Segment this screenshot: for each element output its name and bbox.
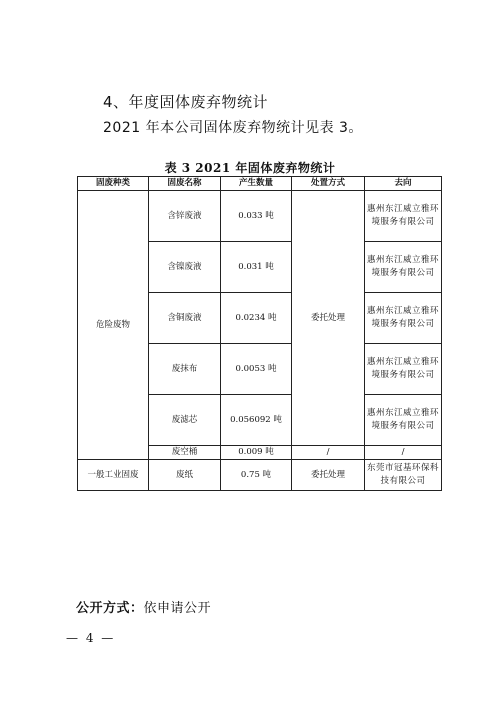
table-header-row <box>78 177 442 191</box>
header-disposal: 处置方式 <box>292 177 365 191</box>
amount-cell: 0.75 吨 <box>221 460 292 491</box>
amount-cell: 0.031 吨 <box>221 242 292 293</box>
destination-cell: 东莞市冠基环保科技有限公司 <box>365 460 442 491</box>
general-category-cell: 一般工业固废 <box>78 460 149 491</box>
page-number: — 4 — <box>66 631 116 645</box>
waste-name-cell: 废抹布 <box>149 344 221 395</box>
amount-cell: 0.056092 吨 <box>221 395 292 446</box>
intro-paragraph: 2021 年本公司固体废弃物统计见表 3。 <box>103 120 363 136</box>
header-destination: 去向 <box>365 177 442 191</box>
amount-cell: 0.0053 吨 <box>221 344 292 395</box>
section-heading: 4、年度固体废弃物统计 <box>103 93 269 111</box>
disclosure-value: 依申请公开 <box>143 601 212 616</box>
waste-statistics-table <box>77 176 442 491</box>
header-category: 固废种类 <box>78 177 149 191</box>
destination-cell: 惠州东江威立雅环境服务有限公司 <box>365 395 442 446</box>
waste-name-cell: 废滤芯 <box>149 395 221 446</box>
waste-name-cell: 废纸 <box>149 460 221 491</box>
amount-cell: 0.009 吨 <box>221 446 292 460</box>
table-row <box>78 460 442 491</box>
destination-cell: / <box>365 446 442 460</box>
destination-cell: 惠州东江威立雅环境服务有限公司 <box>365 191 442 242</box>
header-amount: 产生数量 <box>221 177 292 191</box>
waste-name-cell: 含锌废液 <box>149 191 221 242</box>
table-row <box>78 191 442 242</box>
header-name: 固废名称 <box>149 177 221 191</box>
disposal-cell: / <box>292 446 365 460</box>
amount-cell: 0.033 吨 <box>221 191 292 242</box>
disclosure-label: 公开方式： <box>76 601 144 616</box>
destination-cell: 惠州东江威立雅环境服务有限公司 <box>365 293 442 344</box>
disclosure-line <box>76 597 211 616</box>
amount-cell: 0.0234 吨 <box>221 293 292 344</box>
waste-name-cell: 含镍废液 <box>149 242 221 293</box>
hazard-disposal-cell: 委托处理 <box>292 191 365 446</box>
table-caption: 表 3 2021 年固体废弃物统计 <box>164 161 336 175</box>
disposal-cell: 委托处理 <box>292 460 365 491</box>
waste-name-cell: 含铜废液 <box>149 293 221 344</box>
destination-cell: 惠州东江威立雅环境服务有限公司 <box>365 242 442 293</box>
destination-cell: 惠州东江威立雅环境服务有限公司 <box>365 344 442 395</box>
waste-name-cell: 废空桶 <box>149 446 221 460</box>
hazard-category-cell: 危险废物 <box>78 191 149 460</box>
